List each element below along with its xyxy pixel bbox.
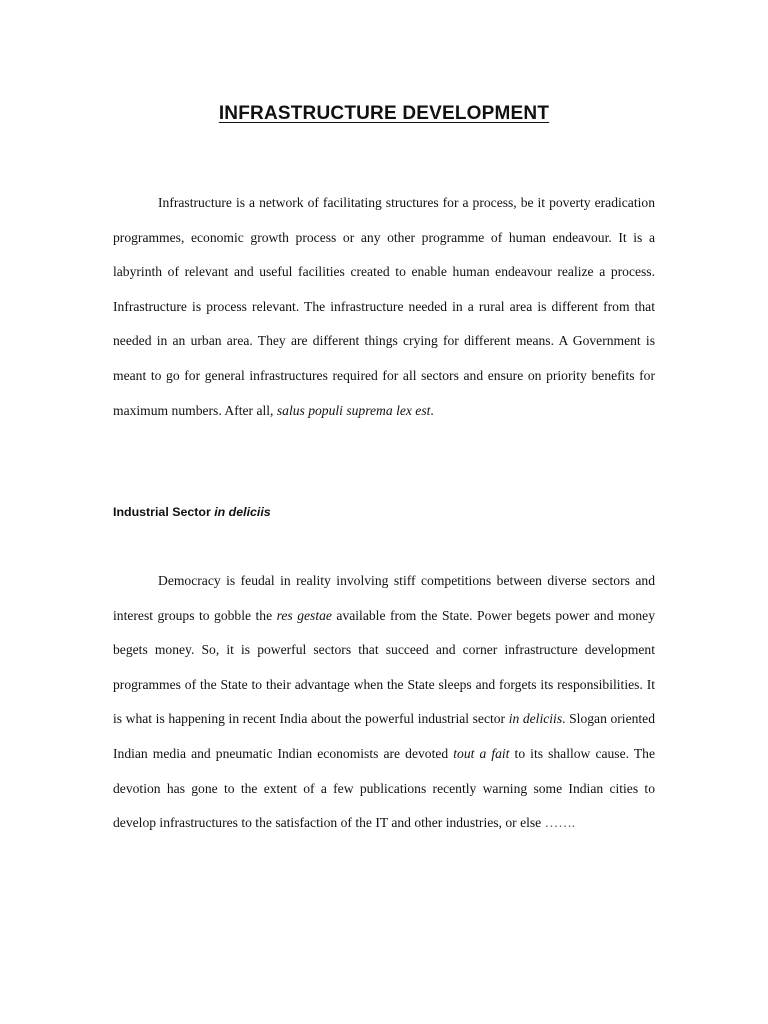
paragraph-text-part-1: Democracy is feudal in reality involving stiff competitions between diverse sectors and interest groups to gobble the [113,573,655,623]
paragraph-infrastructure-intro [113,186,655,428]
paragraph-text: Infrastructure is a network of facilitating structures for a process, be it poverty eradication programmes, economic growth process or any other programme of human endeavour. It is a labyrinth of relevant and useful facilities created to enable human endeavour realize a process. Infrastructure is process relevant. The infrastructure needed in a rural area is different from that needed in an urban area. They are different things crying for different means. A Government is meant to go for general infrastructures required for all sectors and ensure on priority benefits for maximum numbers. After all, [113,195,655,418]
section-heading-italic: in deliciis [214,505,271,519]
page-title: INFRASTRUCTURE DEVELOPMENT [218,102,550,124]
paragraph-text-part-3: . Slogan oriented Indian media and pneumatic Indian economists are devoted [113,711,656,761]
latin-quote: salus populi suprema lex est [276,402,431,418]
italic-phrase-in-deliciis: in deliciis [508,711,563,727]
italic-phrase-res-gestae: res gestae [276,607,332,623]
ellipsis: ……. [544,815,576,831]
paragraph-text-part-2: available from the State. Power begets power and money begets money. So, it is powerful sectors that succeed and corner infrastructure development programmes of the State to their advantage when the State sleeps and forgets its responsibilities. It is what is happening in recent India about the powerful industrial sector [113,607,655,727]
paragraph-democracy [113,564,655,841]
paragraph-text-part-4: to its shallow cause. The devotion has gone to the extent of a few publications recently warning some Indian cities to develop infrastructures to the satisfaction of the IT and other industries, or else [113,745,655,831]
italic-phrase-tout-a-fait: tout a fait [453,745,510,761]
section-heading [113,505,271,519]
paragraph-end: . [430,402,434,418]
section-heading-plain: Industrial Sector [113,505,215,519]
